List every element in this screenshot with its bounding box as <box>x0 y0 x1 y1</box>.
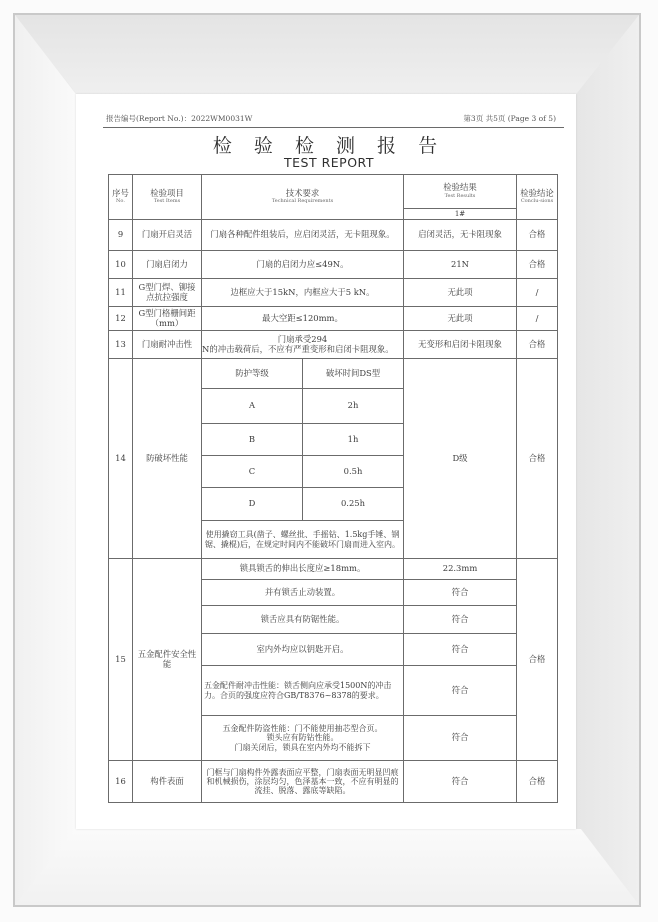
grade-value: D <box>202 488 303 521</box>
report-number: 报告编号(Report No.)：2022WM0031W <box>106 114 253 123</box>
row-result: 无此项 <box>404 307 517 331</box>
row-result: 21N <box>404 251 517 279</box>
header-req-cn: 技术要求 <box>285 187 320 198</box>
row-requirement: 门扇的启闭力应≤49N。 <box>202 251 404 279</box>
row-item: G型门焊、铆接点抗拉强度 <box>133 279 202 307</box>
table-row <box>109 761 558 803</box>
row-result: D级 <box>404 359 517 559</box>
row-conclusion: 合格 <box>517 331 558 359</box>
row-item: 防破坏性能 <box>133 359 202 559</box>
row-result: 符合 <box>404 634 517 666</box>
row-requirement: 锁舌应具有防锯性能。 <box>202 606 404 634</box>
header-no-cn: 序号 <box>112 187 129 198</box>
sample-id: 1# <box>404 209 517 220</box>
table-header-row <box>109 175 558 209</box>
requirement-line: 五金配件防盗性能：门不能使用抽芯型合页。 <box>222 724 383 734</box>
time-value: 0.25h <box>303 488 404 521</box>
row-result: 22.3mm <box>404 559 517 580</box>
grade-note: 使用撬窃工具(凿子、螺丝批、手摇钻、1.5kg手锤、钢锯、撬棍)后，在规定时间内不能破坏门扇而进入室内。 <box>202 521 404 559</box>
row-no: 11 <box>109 279 133 307</box>
table-row <box>109 279 558 307</box>
test-results-table <box>108 174 558 803</box>
header-result-en: Test Results <box>444 192 476 199</box>
row-item: 门扇耐冲击性 <box>133 331 202 359</box>
header-no-en: No. <box>116 198 125 205</box>
row-requirement: 锁具锁舌的伸出长度应≥18mm。 <box>202 559 404 580</box>
row-no: 16 <box>109 761 133 803</box>
requirement-line: N的冲击载荷后，不应有严重变形和启闭卡阻现象。 <box>202 343 394 354</box>
requirement-line: 门扇承受294 <box>277 333 328 344</box>
row-no: 14 <box>109 359 133 559</box>
time-value: 1h <box>303 424 404 456</box>
grade-value: B <box>202 424 303 456</box>
title-chinese: 检 验 检 测 报 告 <box>212 135 446 157</box>
row-result: 无此项 <box>404 279 517 307</box>
row-conclusion: 合格 <box>517 359 558 559</box>
row-conclusion: 合格 <box>517 220 558 251</box>
header-divider <box>103 127 564 128</box>
row-item: 五金配件安全性能 <box>133 559 202 761</box>
header-result <box>404 175 517 209</box>
row-conclusion: / <box>517 279 558 307</box>
header-result-cn: 检验结果 <box>443 182 477 193</box>
row-result: 符合 <box>404 761 517 803</box>
row-conclusion: 合格 <box>517 761 558 803</box>
row-item: 门扇启闭力 <box>133 251 202 279</box>
header-conclusion <box>517 175 558 220</box>
row-no: 9 <box>109 220 133 251</box>
time-header: 破坏时间DS型 <box>303 359 404 389</box>
grade-value: C <box>202 456 303 488</box>
row-conclusion: 合格 <box>517 251 558 279</box>
row-no: 15 <box>109 559 133 761</box>
table-row <box>109 220 558 251</box>
frame-bevel-top <box>15 15 639 94</box>
row-item: G型门格栅间距（mm） <box>133 307 202 331</box>
table-row <box>109 251 558 279</box>
row-requirement: 门框与门扇构件外露表面应平整，门扇表面无明显凹痕和机械损伤，涂层均匀，色泽基本一致，不应有明显的流挂、脱落、露底等缺陷。 <box>202 761 404 803</box>
row-no: 10 <box>109 251 133 279</box>
requirement-line: 门扇关闭后，锁具在室内外均不能拆下 <box>234 742 371 752</box>
table-row <box>109 559 558 580</box>
row-item: 门扇开启灵活 <box>133 220 202 251</box>
header-requirement <box>202 175 404 220</box>
row-requirement: 最大空距≤120mm。 <box>202 307 404 331</box>
header-no <box>109 175 133 220</box>
row-no: 12 <box>109 307 133 331</box>
row-requirement: 边框应大于15kN，内框应大于5 kN。 <box>202 279 404 307</box>
row-requirement: 并有锁舌止动装置。 <box>202 580 404 606</box>
row-requirement: 门扇各种配件组装后，应启闭灵活，无卡阻现象。 <box>202 220 404 251</box>
row-result: 符合 <box>404 606 517 634</box>
header-item-cn: 检验项目 <box>150 187 184 198</box>
time-value: 0.5h <box>303 456 404 488</box>
header-conclusion-en: Conclu-sions <box>520 198 554 205</box>
row-result: 无变形和启闭卡阻现象 <box>404 331 517 359</box>
table-row <box>109 359 558 389</box>
row-item: 构件表面 <box>133 761 202 803</box>
row-requirement <box>202 716 404 761</box>
frame-bevel-bottom <box>15 829 639 905</box>
header-req-en: Technical Requirements <box>271 198 334 205</box>
row-requirement: 室内外均应以钥匙开启。 <box>202 634 404 666</box>
row-result: 符合 <box>404 666 517 716</box>
row-requirement: 五金配件耐冲击性能：锁舌侧向应承受1500N的冲击力。合页的强度应符合GB/T8376~8378的要求。 <box>202 666 404 716</box>
row-conclusion: / <box>517 307 558 331</box>
row-result: 启闭灵活，无卡阻现象 <box>404 220 517 251</box>
table-row <box>109 307 558 331</box>
grade-value: A <box>202 389 303 424</box>
row-requirement <box>202 331 404 359</box>
header-item-en: Test Items <box>153 198 181 205</box>
row-conclusion: 合格 <box>517 559 558 761</box>
row-result: 符合 <box>404 716 517 761</box>
requirement-line: 锁头应有防钻性能。 <box>266 733 339 743</box>
header-conclusion-cn: 检验结论 <box>520 187 554 198</box>
header-item <box>133 175 202 220</box>
row-no: 13 <box>109 331 133 359</box>
table-row <box>109 331 558 359</box>
time-value: 2h <box>303 389 404 424</box>
title-english: TEST REPORT <box>284 155 374 170</box>
row-result: 符合 <box>404 580 517 606</box>
grade-header: 防护等级 <box>202 359 303 389</box>
page-indicator: 第3页 共5页 (Page 3 of 5) <box>463 114 556 123</box>
